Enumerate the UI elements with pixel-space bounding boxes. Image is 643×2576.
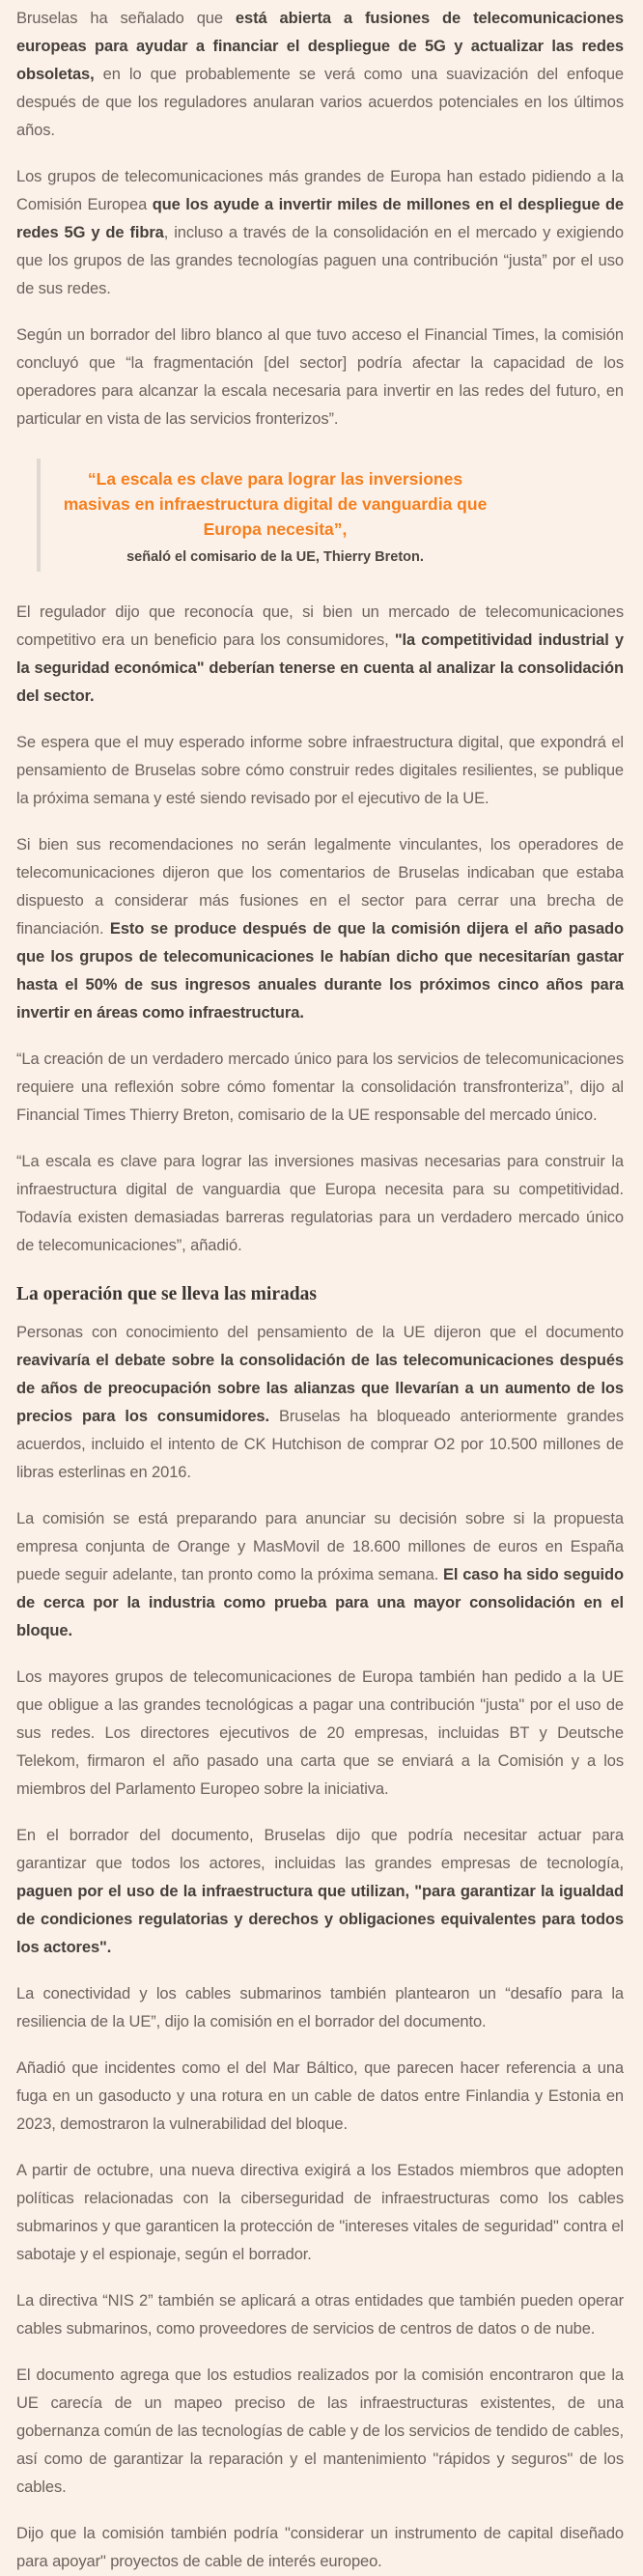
- paragraph: [16, 2520, 624, 2576]
- paragraph: [16, 5, 624, 145]
- body-text: Si bien sus recomendaciones no serán legalmente vinculantes, los operadores de telecomunicaciones dijeron que los comentarios de Bruselas indicaban que estaba dispuesto a considerar más fusiones en el sector para cerrar una brecha de financiación.: [16, 836, 624, 938]
- paragraph: [16, 1980, 624, 2036]
- emphasis-text: paguen por el uso de la infraestructura que utilizan, "para garantizar la igualdad de condiciones regulatorias y derechos y obligaciones equivalentes para todos los actores".: [16, 1883, 624, 1956]
- emphasis-text: "la competitividad industrial y la seguridad económica" deberían tenerse en cuenta al analizar la consolidación del sector.: [16, 631, 624, 705]
- emphasis-text: está abierta a fusiones de telecomunicaciones europeas para ayudar a financiar el despliegue de 5G y actualizar las redes obsoletas,: [16, 10, 625, 83]
- body-text: El documento agrega que los estudios realizados por la comisión encontraron que la UE carecía de un mapeo preciso de las infraestructuras existentes, de una gobernanza común de las tecnologías de cable y de los servicios de tendido de cables, así como de garantizar la reparación y el mantenimiento "rápidos y seguros" de los cables.: [16, 2366, 624, 2496]
- paragraph: [16, 2287, 624, 2343]
- emphasis-text: que los ayude a invertir miles de millones en el despliegue de redes 5G y de fibra: [16, 196, 625, 241]
- section-heading: La operación que se lleva las miradas: [16, 1284, 317, 1304]
- body-text: La comisión se está preparando para anunciar su decisión sobre si la propuesta empresa conjunta de Orange y MasMovil de 18.600 millones de euros en España puede seguir adelante, tan pronto como la próxima semana.: [16, 1510, 624, 1583]
- paragraph: [16, 2362, 624, 2502]
- body-text: El regulador dijo que reconocía que, si bien un mercado de telecomunicaciones competitivo era un beneficio para los consumidores,: [16, 603, 624, 649]
- body-text: Bruselas ha bloqueado anteriormente grandes acuerdos, incluido el intento de CK Hutchison de comprar O2 por 10.500 millones de libras esterlinas en 2016.: [16, 1408, 624, 1481]
- paragraph: [16, 1319, 624, 1487]
- paragraph: [16, 322, 624, 434]
- paragraph: [16, 831, 624, 1027]
- body-text: La directiva “NIS 2” también se aplicará a otras entidades que también pueden operar cables submarinos, como proveedores de servicios de centros de datos o de nube.: [16, 2292, 624, 2338]
- paragraph: [16, 1046, 624, 1130]
- emphasis-text: Esto se produce después de que la comisión dijera el año pasado que los grupos de telecomunicaciones le habían dicho que necesitarían gastar hasta el 50% de sus ingresos anuales durante los próximos cinco años para invertir en áreas como infraestructura.: [16, 920, 624, 1022]
- pull-quote-attribution: señaló el comisario de la UE, Thierry Breton.: [126, 549, 424, 565]
- body-text: A partir de octubre, una nueva directiva exigirá a los Estados miembros que adopten políticas relacionadas con la ciberseguridad de infraestructuras como los cables submarinos y que garanticen la protección de "intereses vitales de seguridad" contra el sabotaje y el espionaje, según el borrador.: [16, 2162, 624, 2263]
- paragraph: [16, 2157, 624, 2269]
- body-text: Se espera que el muy esperado informe sobre infraestructura digital, que expondrá el pensamiento de Bruselas sobre cómo construir redes digitales resilientes, se publique la próxima semana y esté siendo revisado por el ejecutivo de la UE.: [16, 734, 624, 807]
- body-text: Añadió que incidentes como el del Mar Báltico, que parecen hacer referencia a una fuga en un gasoducto y una rotura en un cable de datos entre Finlandia y Estonia en 2023, demostraron la vulnerabilidad del bloque.: [16, 2059, 624, 2133]
- body-text: “La escala es clave para lograr las inversiones masivas necesarias para construir la infraestructura digital de vanguardia que Europa necesita para su competitividad. Todavía existen demasiadas barreras regulatorias para un verdadero mercado único de telecomunicaciones”, añadió.: [16, 1153, 624, 1254]
- emphasis-text: reavivaría el debate sobre la consolidación de las telecomunicaciones después de años de preocupación sobre las alianzas que llevarían a un aumento de los precios para los consumidores.: [16, 1352, 624, 1425]
- body-text: La conectividad y los cables submarinos también plantearon un “desafío para la resiliencia de la UE”, dijo la comisión en el borrador del documento.: [16, 1985, 624, 2030]
- paragraph: [16, 1822, 624, 1962]
- body-text: “La creación de un verdadero mercado único para los servicios de telecomunicaciones requiere una reflexión sobre cómo fomentar la consolidación transfronteriza”, dijo al Financial Times Thierry Breton, comisario de la UE responsable del mercado único.: [16, 1050, 624, 1124]
- paragraph: [16, 163, 624, 303]
- paragraph: [16, 1148, 624, 1260]
- paragraph: [16, 1664, 624, 1804]
- body-text: Según un borrador del libro blanco al que tuvo acceso el Financial Times, la comisión concluyó que “la fragmentación [del sector] podría afectar la capacidad de los operadores para alcanzar la escala necesaria para invertir en las redes del futuro, en particular en vista de las servicios fronterizos”.: [16, 326, 624, 428]
- body-text: Dijo que la comisión también podría "considerar un instrumento de capital diseñado para apoyar" proyectos de cable de interés europeo.: [16, 2525, 624, 2570]
- pull-quote: [37, 459, 508, 572]
- body-text: Bruselas ha señalado que: [16, 10, 236, 27]
- paragraph: [16, 599, 624, 711]
- body-text: en lo que probablemente se verá como una suavización del enfoque después de que los reguladores anularan varios acuerdos potenciales en los últimos años.: [16, 66, 624, 139]
- paragraph: [16, 1505, 624, 1645]
- paragraph: [16, 2055, 624, 2139]
- pull-quote-text: “La escala es clave para lograr las inversiones masivas en infraestructura digital de vanguardia que Europa necesita”,: [63, 469, 488, 539]
- body-text: Personas con conocimiento del pensamiento de la UE dijeron que el documento: [16, 1324, 624, 1341]
- body-text: Los mayores grupos de telecomunicaciones de Europa también han pedido a la UE que obligue a las grandes tecnológicas a pagar una contribución "justa" por el uso de sus redes. Los directores ejecutivos de 20 empresas, incluidas BT y Deutsche Telekom, firmaron el año pasado una carta que se enviará a la Comisión y a los miembros del Parlamento Europeo sobre la iniciativa.: [16, 1668, 624, 1798]
- body-text: Los grupos de telecomunicaciones más grandes de Europa han estado pidiendo a la Comisión Europea: [16, 168, 624, 213]
- emphasis-text: El caso ha sido seguido de cerca por la industria como prueba para una mayor consolidación en el bloque.: [16, 1566, 624, 1639]
- body-text: En el borrador del documento, Bruselas dijo que podría necesitar actuar para garantizar que todos los actores, incluidas las grandes empresas de tecnología,: [16, 1827, 624, 1872]
- body-text: , incluso a través de la consolidación en el mercado y exigiendo que los grupos de las grandes tecnologías paguen una contribución “justa” por el uso de sus redes.: [16, 224, 624, 297]
- paragraph: [16, 729, 624, 813]
